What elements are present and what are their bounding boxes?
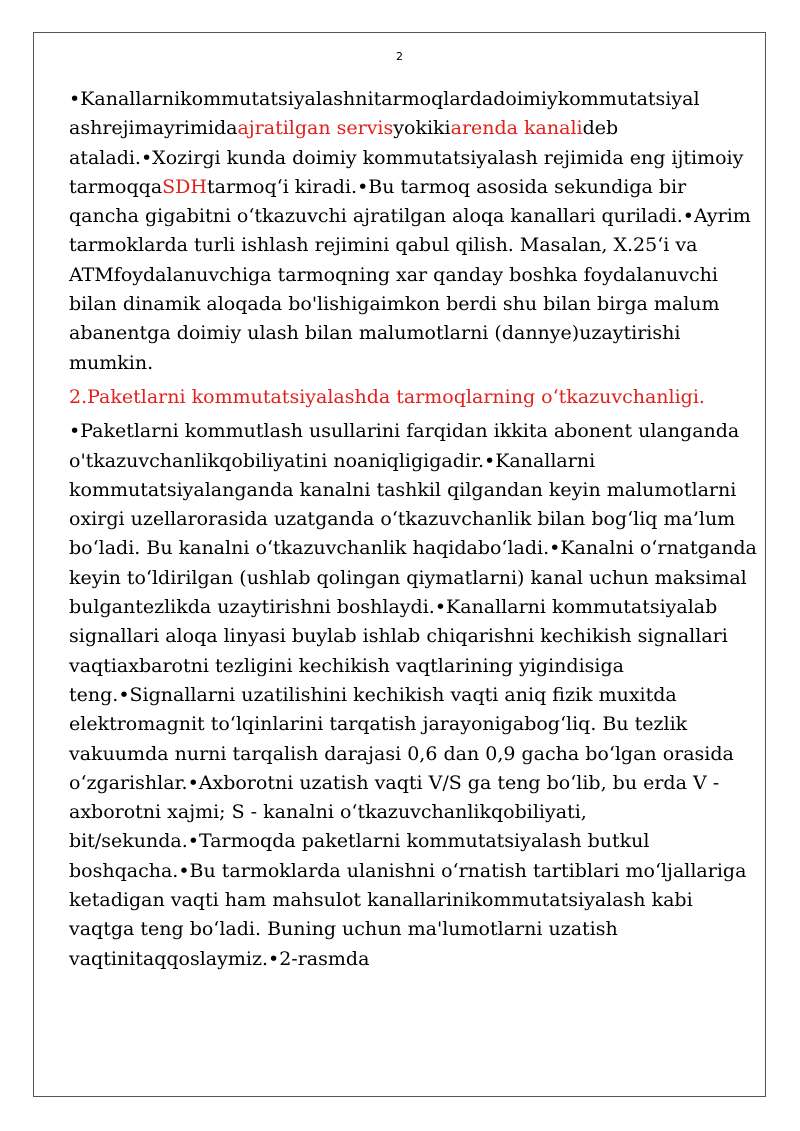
highlight-ajratilgan-servis: ajratilgan servis bbox=[237, 117, 394, 140]
section-heading: 2.Paketlarni kommutatsiyalashda tarmoqlarning o‘tkazuvchanligi. bbox=[69, 385, 705, 408]
highlight-sdh: SDH bbox=[162, 175, 207, 198]
text-run: yokiki bbox=[393, 117, 451, 140]
document-page bbox=[33, 32, 766, 1097]
page-content bbox=[69, 85, 759, 974]
page-number: 2 bbox=[396, 50, 403, 63]
text-run: tarmoq‘i kiradi.•Bu tarmoq asosida sekundiga bir qancha gigabitni o‘tkazuvchi ajratilgan aloqa kanallari quriladi.•Ayrim tarmoklarda turli ishlash rejimini qabul qilish. Masalan, X.25‘i va ATMfoydalanuvchiga tarmoqning xar qanday boshka foydalanuvchi bilan dinamik aloqada bo'lishigaimkon berdi shu bilan birga malum abanentga doimiy ulash bilan malumotlarni (dannye)uzaytirishi mumkin. bbox=[69, 175, 751, 374]
text-run: deb ataladi.•Xozirgi kunda doimiy kommutatsiyalash rejimida eng ijtimoiy tarmoqqa bbox=[69, 117, 744, 198]
paragraph-paketlar: •Paketlarni kommutlash usullarini farqidan ikkita abonent ulanganda o'tkazuvchanlikqobiliyatini noaniqligigadir.•Kanallarni kommutatsiyalanganda kanalni tashkil qilgandan keyin malumotlarni oxirgi uzellarorasida uzatganda o‘tkazuvchanlik bilan bog‘liq ma’lum bo‘ladi. Bu kanalni o‘tkazuvchanlik haqidabo‘ladi.•Kanalni o‘rnatganda keyin to‘ldirilgan (ushlab qolingan qiymatlarni) kanal uchun maksimal bulgantezlikda uzaytirishni boshlaydi.•Kanallarni kommutatsiyalab signallari aloqa linyasi buylab ishlab chiqarishni kechikish signallari vaqtiaxbarotni tezligini kechikish vaqtlarining yigindisiga teng.•Signallarni uzatilishini kechikish vaqti aniq fizik muxitda elektromagnit to‘lqinlarini tarqatish jarayonigabog‘liq. Bu tezlik vakuumda nurni tarqalish darajasi 0,6 dan 0,9 gacha bo‘lgan orasida o‘zgarishlar.•Axborotni uzatish vaqti V/S ga teng bo‘lib, bu erda V - axborotni xajmi; S - kanalni o‘tkazuvchanlikqobiliyati, bit/sekunda.•Tarmoqda paketlarni kommutatsiyalash butkul boshqacha.•Bu tarmoklarda ulanishni o‘rnatish tartiblari mo‘ljallariga ketadigan vaqti ham mahsulot kanallarinikommutatsiyalash kabi vaqtga teng bo‘ladi. Buning uchun ma'lumotlarni uzatish vaqtinitaqqoslaymiz.•2-rasmda bbox=[69, 420, 757, 970]
text-run: •Kanallarnikommutatsiyalashnitarmoqlardadoimiykommutatsiyal ashrejimayrimida bbox=[69, 88, 700, 140]
highlight-arenda-kanali: arenda kanali bbox=[450, 117, 583, 140]
paragraph-kanallar bbox=[69, 85, 759, 378]
